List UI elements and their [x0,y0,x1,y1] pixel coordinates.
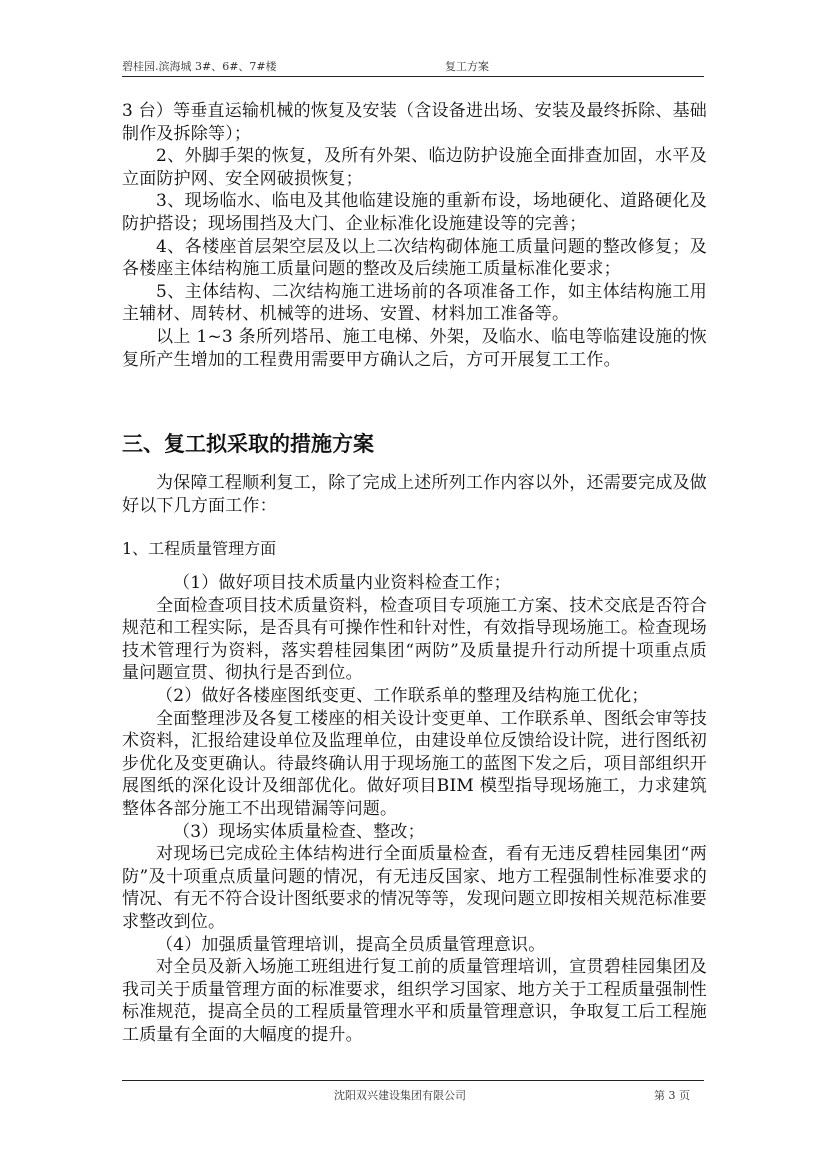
intro-block [122,472,707,517]
paragraph: 以上 1~3 条所列塔吊、施工电梯、外架，及临水、临电等临建设施的恢复所产生增加的工程费用需要甲方确认之后，方可开展复工工作。 [122,326,707,370]
header-doc-title: 复工方案 [445,60,489,73]
paragraph: 5、主体结构、二次结构施工进场前的各项准备工作，如主体结构施工用主辅材、周转材、机械等的进场、安置、材料加工准备等。 [122,281,707,325]
item-title: （1）做好项目技术质量内业资料检查工作； [173,573,511,593]
item-text: 全面整理涉及各复工楼座的相关设计变更单、工作联系单、图纸会审等技术资料，汇报给建设单位及监理单位，由建设单位反馈给设计院，进行图纸初步优化及变更确认。待最终确认用于现场施工的蓝图下发之后，项目部组织开展图纸的深化设计及细部优化。做好项目BIM 模型指导现场施工，力求建筑整体各部分施工不出现错漏等问题。 [122,708,707,819]
top-section [122,100,707,371]
section-heading: 三、复工拟采取的措施方案 [122,432,374,456]
item-title: （2）做好各楼座图纸变更、工作联系单的整理及结构施工优化； [156,685,649,706]
item-title: （3）现场实体质量检查、整改； [173,821,425,842]
header-rule [122,76,704,77]
page-header [122,58,704,76]
item-title: （4）加强质量管理培训，提高全员质量管理意识。 [156,934,546,955]
subheading: 1、工程质量管理方面 [122,539,277,558]
footer-company: 沈阳双兴建设集团有限公司 [334,1089,466,1102]
footer-rule [122,1080,704,1081]
page-footer [122,1087,704,1105]
item-text: 全面检查项目技术质量资料，检查项目专项施工方案、技术交底是否符合规范和工程实际，是否具有可操作性和针对性，有效指导现场施工。检查现场技术管理行为资料，落实碧桂园集团“两防”及质量提升行动所提十项重点质量问题宣贯、彻执行是否到位。 [122,595,707,684]
paragraph: 3 台）等垂直运输机械的恢复及安装（含设备进出场、安装及最终拆除、基础制作及拆除等）； [122,101,707,144]
paragraph: 为保障工程顺利复工，除了完成上述所列工作内容以外，还需要完成及做好以下几方面工作： [122,473,707,516]
paragraph: 3、现场临水、临电及其他临建设施的重新布设，场地硬化、道路硬化及防护搭设；现场围挡及大门、企业标准化设施建设等的完善； [122,191,707,234]
footer-page-number: 第 3 页 [654,1089,690,1102]
item-text: 对现场已完成砼主体结构进行全面质量检查，看有无违反碧桂园集团“两防”及十项重点质量问题的情况，有无违反国家、地方工程强制性标准要求的情况、有无不符合设计图纸要求的情况等等，发现问题立即按相关规范标准要求整改到位。 [122,844,707,932]
quality-section [122,572,707,1046]
paragraph: 2、外脚手架的恢复，及所有外架、临边防护设施全面排查加固，水平及立面防护网、安全网破损恢复； [122,146,707,189]
item-text: 对全员及新入场施工班组进行复工前的质量管理培训，宣贯碧桂园集团及我司关于质量管理方面的标准要求，组织学习国家、地方关于工程质量强制性标准规范，提高全员的工程质量管理水平和质量管理意识，争取复工后工程施工质量有全面的大幅度的提升。 [122,957,707,1045]
header-project: 碧桂园.滨海城 3#、6#、7#楼 [122,60,277,73]
paragraph: 4、各楼座首层架空层及以上二次结构砌体施工质量问题的整改修复；及各楼座主体结构施工质量问题的整改及后续施工质量标准化要求； [122,236,707,280]
